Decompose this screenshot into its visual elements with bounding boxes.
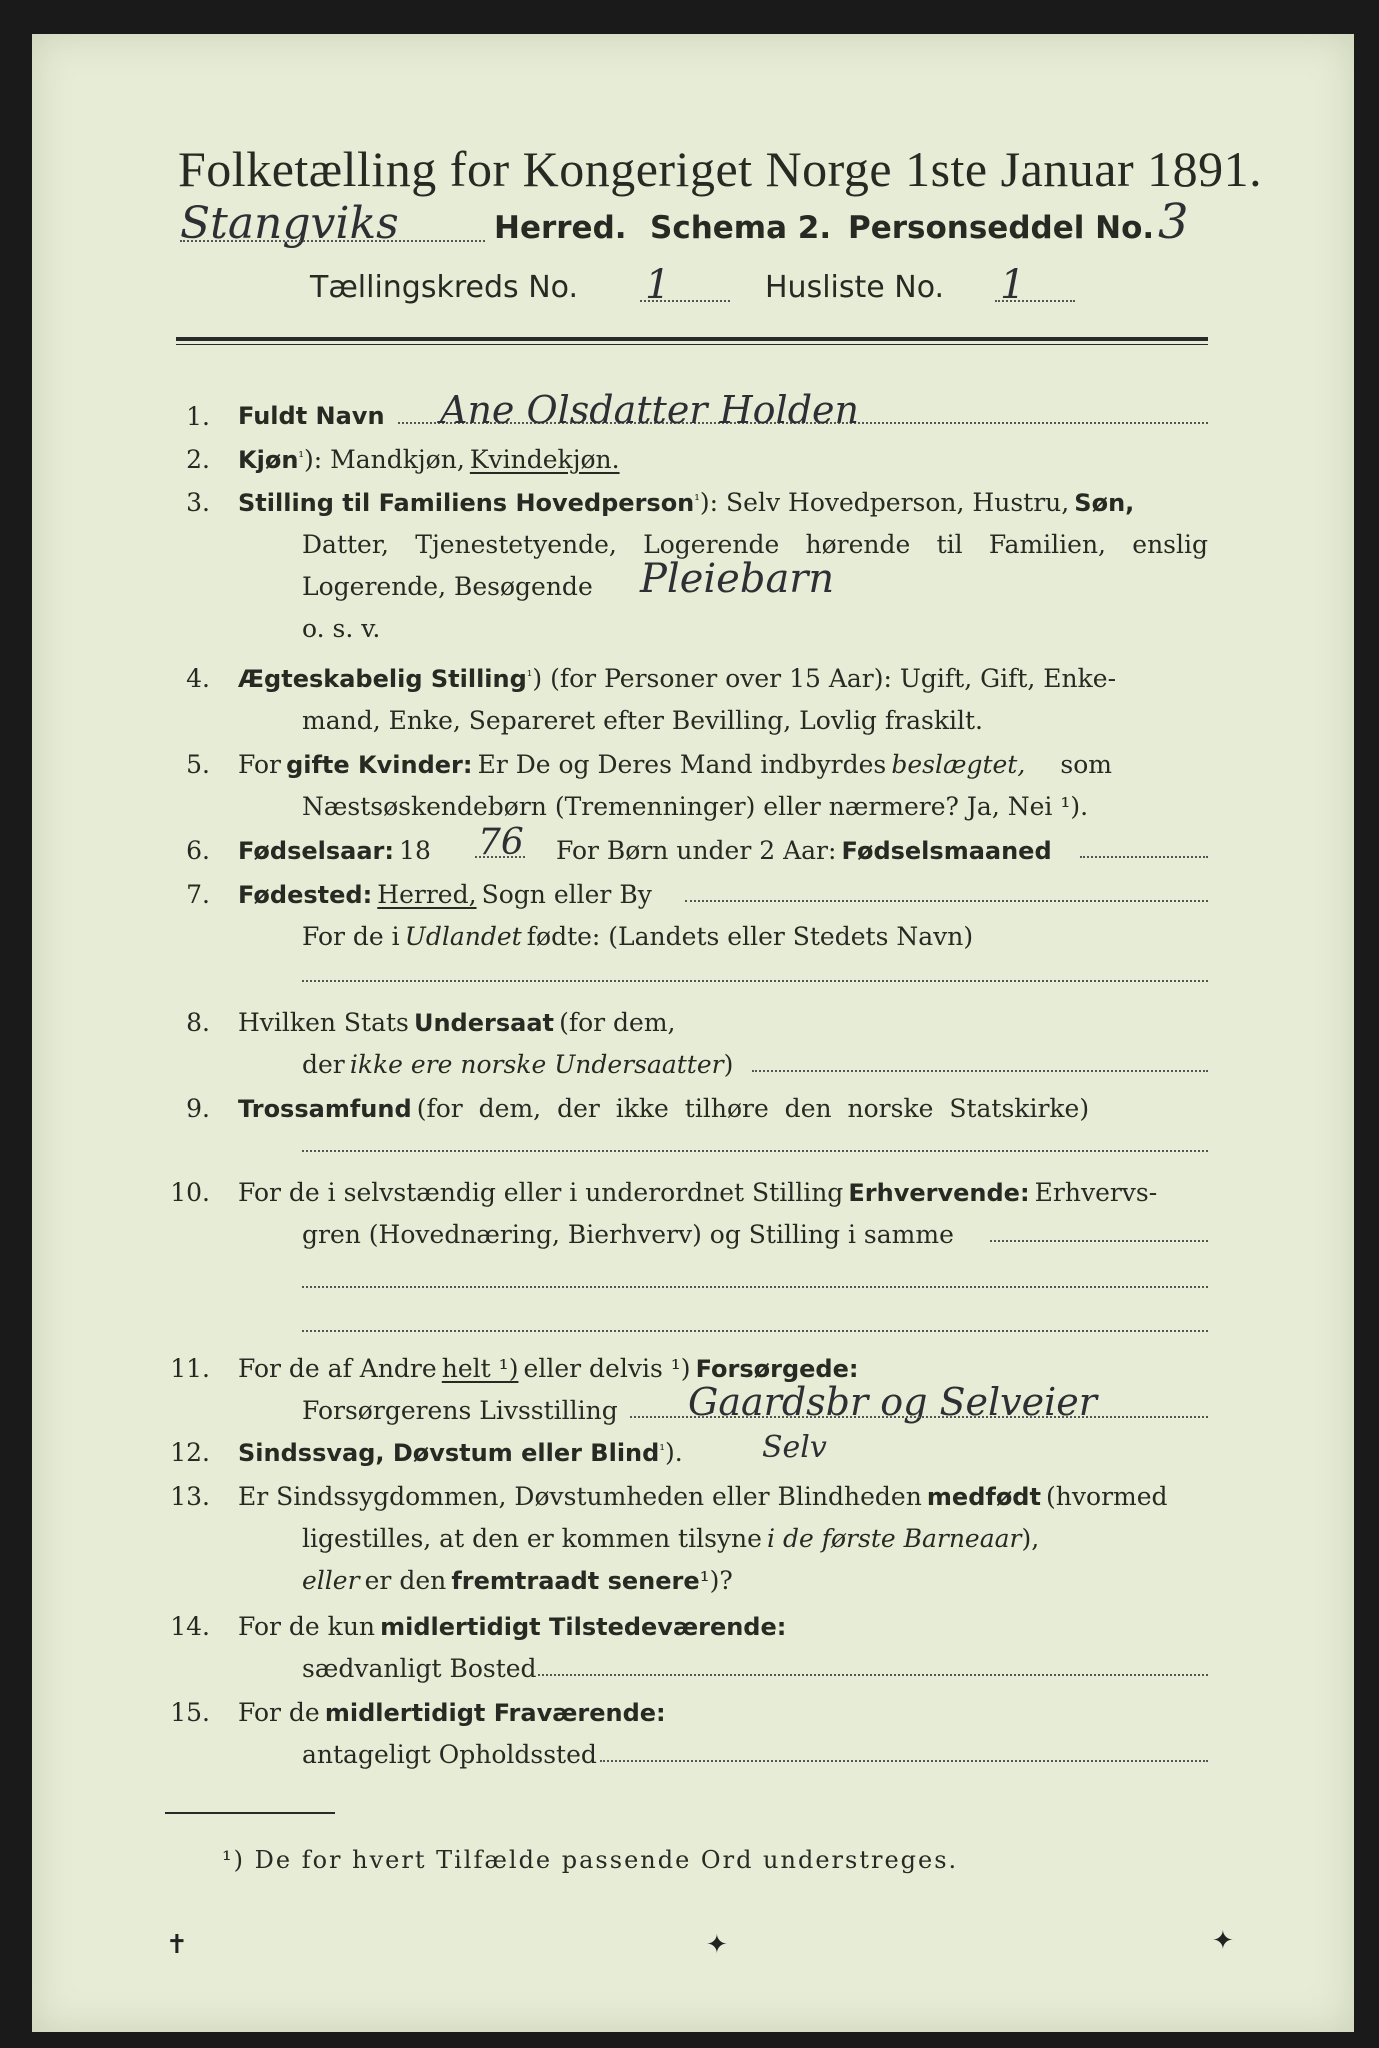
item-number: 10. <box>170 1178 210 1207</box>
footnote-marker: ¹ <box>526 668 533 685</box>
abroad-text: fødte: (Landets eller Stedets Navn) <box>526 922 974 951</box>
congenital-label: medfødt <box>926 1483 1041 1511</box>
congenital-line3-bold: fremtraadt senere <box>451 1567 700 1595</box>
family-position-line2: Datter, Tjenestetyende, Logerende hørende til Familien, enslig <box>302 530 1208 559</box>
religion-text: (for dem, der ikke tilhøre den norske Statskirke) <box>416 1094 1090 1123</box>
occupation-text: Erhvervs- <box>1034 1178 1158 1207</box>
citizenship-pre: Hvilken Stats <box>238 1008 409 1037</box>
marital-status-text: ) (for Personer over 15 Aar): Ugift, Gift, Enke- <box>532 664 1117 693</box>
footnote-marker: ¹ <box>659 1442 665 1459</box>
item-number: 5. <box>186 750 210 779</box>
birthplace-text: Sogn eller By <box>481 880 652 909</box>
disability-answer: Selv <box>762 1430 827 1465</box>
marital-status-line2: mand, Enke, Separeret efter Bevilling, Lovlig fraskilt. <box>302 706 983 735</box>
family-position-text: ): Selv Hovedperson, Hustru, <box>699 488 1070 517</box>
supported-selected-option: helt ¹) <box>441 1354 519 1383</box>
item-number: 1. <box>186 402 210 431</box>
occupation-pre: For de i selvstændig eller i underordnet Stilling <box>238 1178 844 1207</box>
herred-dotted-line <box>180 240 485 242</box>
birth-year-line <box>475 856 525 858</box>
personseddel-label: Personseddel No. <box>848 210 1155 246</box>
congenital-line2-pre: ligestilles, at den er kommen tilsyne <box>302 1524 762 1553</box>
item-number: 11. <box>170 1354 210 1383</box>
footnote-rule <box>165 1812 335 1814</box>
abroad-pre: For de i <box>302 922 400 951</box>
married-women-end: som <box>1060 750 1112 779</box>
supported-mid: eller delvis ¹) <box>523 1354 691 1383</box>
congenital-line2-end: ), <box>1021 1524 1040 1553</box>
congenital-line3-italic: eller <box>302 1566 360 1595</box>
religion-line <box>302 1150 1208 1152</box>
item-number: 13. <box>170 1482 210 1511</box>
census-form-sheet <box>32 34 1354 2032</box>
supported-label: Forsørgede: <box>695 1355 859 1383</box>
under-two-text: For Børn under 2 Aar: <box>556 836 837 865</box>
header-thick-rule <box>176 337 1208 341</box>
marital-status-label: Ægteskabelig Stilling <box>238 665 527 693</box>
temporary-absent-pre: For de <box>238 1698 320 1727</box>
item-number: 2. <box>186 445 210 474</box>
herred-label: Herred. <box>494 210 627 246</box>
birthplace-selected-option: Herred, <box>377 880 477 909</box>
citizenship-line <box>752 1070 1208 1072</box>
registration-mark-icon: ✦ <box>1212 1926 1234 1956</box>
husliste-number: 1 <box>1000 262 1026 308</box>
item-number: 7. <box>186 880 210 909</box>
gender-text: ): Mandkjøn, <box>304 445 465 474</box>
probable-residence-line <box>600 1760 1208 1762</box>
item-number: 4. <box>186 664 210 693</box>
disability-label: Sindssvag, Døvstum eller Blind <box>238 1439 660 1467</box>
form-title: Folketælling for Kongeriget Norge 1ste Januar 1891. <box>178 141 1263 197</box>
temporary-present-label: midlertidigt Tilstedeværende: <box>380 1613 787 1641</box>
occupation-line2: gren (Hovednæring, Bierhverv) og Stilling i samme <box>302 1220 954 1249</box>
registration-mark-icon: ✦ <box>706 1930 728 1960</box>
header-thin-rule <box>176 344 1208 345</box>
footnote-marker: ¹ <box>694 492 700 509</box>
disability-end: ). <box>664 1438 683 1467</box>
item-number: 3. <box>186 488 210 517</box>
husliste-dotted-line <box>995 300 1075 302</box>
married-women-related: beslægtet, <box>891 750 1026 779</box>
supported-pre: For de af Andre <box>238 1354 437 1383</box>
congenital-line2-italic: i de første Barneaar <box>767 1524 1022 1553</box>
birth-year-label: Fødselsaar: <box>238 837 394 865</box>
married-women-pre: For <box>238 750 281 779</box>
citizenship-line2-italic: ikke ere norske Undersaatter <box>349 1050 724 1079</box>
birth-month-line <box>1080 856 1208 858</box>
probable-residence-label: antageligt Opholdssted <box>302 1740 597 1769</box>
taellingskreds-label: Tællingskreds No. <box>310 270 578 305</box>
citizenship-line2-pre: der <box>302 1050 345 1079</box>
occupation-line-a <box>990 1240 1208 1242</box>
family-position-line4: o. s. v. <box>302 614 381 643</box>
provider-occupation-answer: Gaardsbr og Selveier <box>688 1380 1097 1424</box>
birthplace-line <box>685 900 1208 902</box>
family-position-line3: Logerende, Besøgende <box>302 572 593 601</box>
married-women-line2: Næstsøskendebørn (Tremenninger) eller nærmere? Ja, Nei ¹). <box>302 792 1089 821</box>
congenital-text: (hvormed <box>1046 1482 1168 1511</box>
temporary-absent-label: midlertidigt Fraværende: <box>324 1699 666 1727</box>
taellingskreds-dotted-line <box>640 300 730 302</box>
citizenship-label: Undersaat <box>413 1009 554 1037</box>
taellingskreds-number: 1 <box>645 262 671 308</box>
birth-year-prefix: 18 <box>399 836 431 865</box>
item-number: 15. <box>170 1698 210 1727</box>
family-position-son: Søn, <box>1074 489 1135 517</box>
temporary-present-pre: For de kun <box>238 1612 376 1641</box>
item-number: 8. <box>186 1008 210 1037</box>
gender-label: Kjøn <box>238 446 299 474</box>
married-women-label: gifte Kvinder: <box>286 751 473 779</box>
occupation-line-c <box>302 1330 1208 1332</box>
item-number: 6. <box>186 836 210 865</box>
abroad-line <box>302 980 1208 982</box>
family-position-label: Stilling til Familiens Hovedperson <box>238 489 695 517</box>
usual-residence-line <box>538 1674 1208 1676</box>
item-number: 14. <box>170 1612 210 1641</box>
congenital-pre: Er Sindssygdommen, Døvstumheden eller Blindheden <box>238 1482 922 1511</box>
birthplace-label: Fødested: <box>238 881 373 909</box>
item-number: 12. <box>170 1438 210 1467</box>
footnote-marker: ¹ <box>298 449 305 466</box>
congenital-line3-mid: er den <box>364 1566 447 1595</box>
provider-occupation-line <box>630 1416 1208 1418</box>
herred-handwritten: Stangviks <box>180 198 399 249</box>
item-number: 9. <box>186 1094 210 1123</box>
birth-month-label: Fødselsmaaned <box>841 837 1052 865</box>
usual-residence-label: sædvanligt Bosted <box>302 1654 537 1683</box>
citizenship-line2-end: ) <box>723 1050 734 1079</box>
personseddel-number: 3 <box>1158 194 1189 250</box>
gender-selected-option: Kvindekjøn. <box>469 445 620 474</box>
full-name-label: Fuldt Navn <box>238 402 385 430</box>
family-position-answer: Pleiebarn <box>640 556 835 602</box>
provider-occupation-label: Forsørgerens Livsstilling <box>302 1396 618 1425</box>
registration-mark-icon: ✝ <box>166 1930 188 1960</box>
religion-label: Trossamfund <box>238 1095 412 1123</box>
schema-label: Schema 2. <box>650 210 832 246</box>
occupation-label: Erhvervende: <box>848 1179 1030 1207</box>
citizenship-text: (for dem, <box>559 1008 676 1037</box>
married-women-text: Er De og Deres Mand indbyrdes <box>477 750 887 779</box>
full-name-answer: Ane Olsdatter Holden <box>440 388 860 432</box>
occupation-line-b <box>302 1286 1208 1288</box>
congenital-line3-end: ¹)? <box>699 1566 733 1595</box>
birth-year-answer: 76 <box>478 822 524 863</box>
husliste-label: Husliste No. <box>765 270 945 305</box>
abroad-label: Udlandet <box>404 922 522 951</box>
footnote-text: ¹) De for hvert Tilfælde passende Ord understreges. <box>222 1846 959 1874</box>
